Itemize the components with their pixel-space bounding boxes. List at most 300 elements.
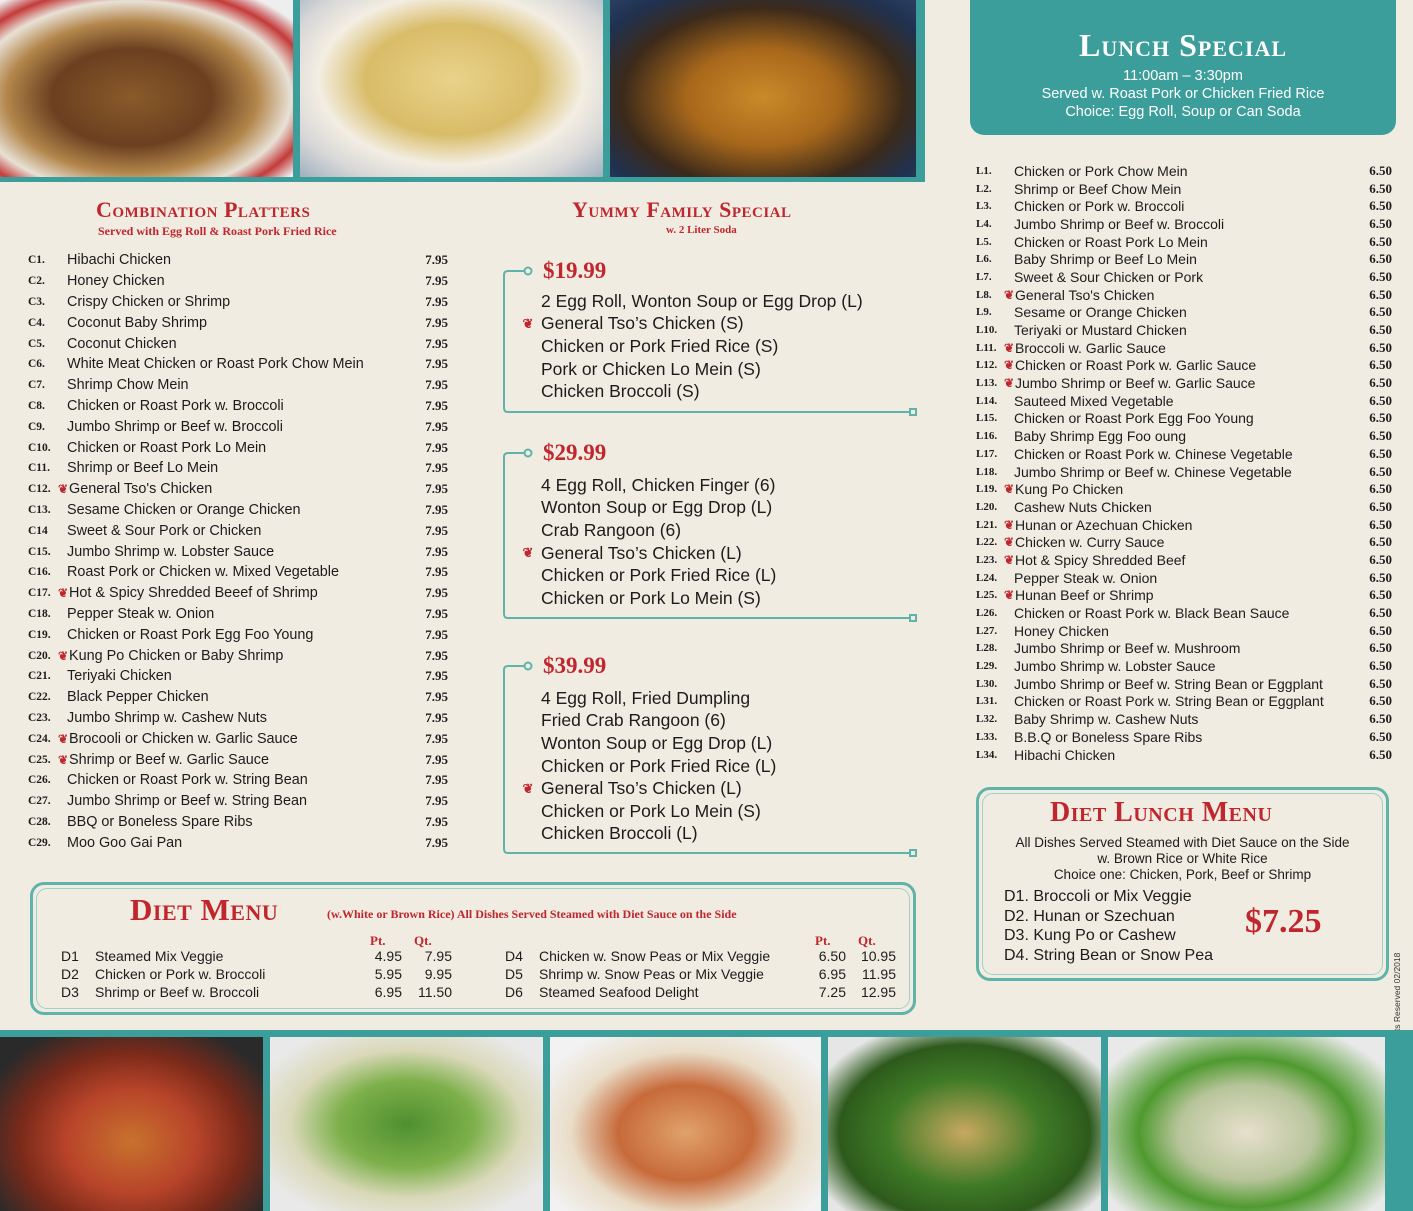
item-name: Chicken or Roast Pork Lo Mein [1014,233,1208,250]
item-code: L8. [976,288,992,301]
lunch-item [976,498,1392,516]
item-price: 6.50 [1369,233,1392,249]
item-code: L6. [976,253,992,266]
combination-item [28,500,448,521]
item-price: 6.50 [1369,569,1392,585]
item-code: L5. [976,235,992,248]
family-subtitle: w. 2 Liter Soda [666,224,737,236]
diet-item [61,984,452,1000]
item-code: C10. [28,441,51,454]
item-name: Jumbo Shrimp w. Lobster Sauce [1014,658,1216,675]
item-code: L3. [976,200,992,213]
item-name: Jumbo Shrimp w. Lobster Sauce [67,543,275,560]
item-code: L16. [976,430,998,443]
diet-qt-label-left: Qt. [414,933,432,948]
item-price: 6.50 [1369,498,1392,514]
chili-pepper-icon: ❦ [522,315,534,331]
item-name: Shrimp or Beef Lo Mein [67,460,219,477]
lunch-item [976,445,1392,463]
item-price: 6.50 [1369,481,1392,497]
item-name: Baby Shrimp or Beef Lo Mein [1014,251,1197,268]
diet-lunch-item: D2. Hunan or Szechuan [1004,907,1175,925]
item-code: L27. [976,624,998,637]
item-code: C21. [28,670,51,683]
item-name: Coconut Baby Shrimp [67,314,207,331]
diet-qt-price: 11.50 [418,984,452,1000]
item-name: Sesame or Orange Chicken [1014,304,1187,321]
item-price: 7.95 [425,709,448,725]
item-code: L30. [976,677,998,690]
diet-item [505,966,896,982]
diet-code: D4 [505,948,523,964]
diet-lunch-line2: w. Brown Rice or White Rice [1097,851,1268,866]
combination-item [28,749,448,770]
item-code: L4. [976,217,992,230]
item-price: 7.95 [425,543,448,559]
photo-fried-rice [300,0,603,177]
item-name: Chicken or Roast Pork Egg Foo Young [1014,410,1254,427]
family-items-2 [522,474,777,610]
item-code: C28. [28,815,51,828]
combination-item [28,645,448,666]
item-code: C11. [28,462,51,475]
family-item-text: Wonton Soup or Egg Drop (L) [541,497,773,518]
lunch-item [976,533,1392,551]
item-price: 6.50 [1369,463,1392,479]
family-item-text: Chicken Broccoli (S) [541,381,700,402]
diet-note: (w.White or Brown Rice) All Dishes Served Steamed with Diet Sauce on the Side [327,907,737,921]
combination-item [28,791,448,812]
combination-item [28,728,448,749]
item-price: 7.95 [425,481,448,497]
item-code: C13. [28,503,51,516]
chili-pepper-icon: ❦ [522,545,534,561]
item-name: Sweet & Sour Chicken or Pork [1014,268,1204,285]
item-price: 7.95 [425,564,448,580]
family-item [541,823,776,846]
item-price: 7.95 [425,813,448,829]
lunch-item [976,480,1392,498]
diet-name: Steamed Seafood Delight [539,984,699,1000]
combination-item [28,624,448,645]
item-name: Cashew Nuts Chicken [1014,498,1152,515]
chili-pepper-icon: ❦ [1004,358,1015,373]
combination-item [28,812,448,833]
item-price: 6.50 [1369,534,1392,550]
item-code: L32. [976,713,998,726]
combination-subtitle: Served with Egg Roll & Roast Pork Fried Rice [98,224,337,238]
family-item-text: 2 Egg Roll, Wonton Soup or Egg Drop (L) [541,290,863,311]
combination-item [28,687,448,708]
family-item [541,687,776,710]
item-price: 6.50 [1369,162,1392,178]
chili-pepper-icon: ❦ [1004,376,1015,391]
item-price: 6.50 [1369,339,1392,355]
family-item [541,587,776,610]
item-name: Hot & Spicy Shredded Beeef of Shrimp [69,585,318,602]
item-price: 7.95 [425,273,448,289]
lunch-item [976,250,1392,268]
item-name: Baby Shrimp w. Cashew Nuts [1014,711,1199,728]
lunch-hours: 11:00am – 3:30pm [1123,68,1243,84]
chili-pepper-icon: ❦ [1004,535,1015,550]
item-price: 7.95 [425,252,448,268]
item-price: 6.50 [1369,640,1392,656]
item-code: L20. [976,500,998,513]
item-name: Chicken or Roast Pork w. Garlic Sauce [1015,357,1257,374]
family-item-text: Pork or Chicken Lo Mein (S) [541,358,761,379]
combination-item [28,541,448,562]
item-name: Chicken or Pork Chow Mein [1014,162,1188,179]
diet-name: Steamed Mix Veggie [95,948,224,964]
item-name: Kung Po Chicken [1015,481,1124,498]
item-name: Hibachi Chicken [1014,746,1116,763]
item-code: C4. [28,316,45,329]
item-code: C18. [28,607,51,620]
item-name: Jumbo Shrimp or Beef w. Chinese Vegetable [1014,463,1292,480]
chili-pepper-icon: ❦ [58,731,69,746]
item-name: Chicken or Roast Pork Lo Mein [67,439,267,456]
chili-pepper-icon: ❦ [1004,340,1015,355]
combination-item [28,437,448,458]
chili-pepper-icon: ❦ [58,482,69,497]
combination-item [28,770,448,791]
lunch-item [976,374,1392,392]
family-item-text: Chicken or Pork Lo Mein (S) [541,800,761,821]
item-price: 7.95 [425,522,448,538]
family-item-text: 4 Egg Roll, Chicken Finger (6) [541,474,776,495]
item-code: L15. [976,412,998,425]
item-name: Jumbo Shrimp or Beef w. Broccoli [1014,215,1225,232]
item-price: 7.95 [425,418,448,434]
item-price: 6.50 [1369,746,1392,762]
combination-item [28,520,448,541]
diet-code: D6 [505,984,523,1000]
item-name: Chicken or Roast Pork w. Broccoli [67,397,284,414]
lunch-list [976,162,1392,763]
item-name: General Tso's Chicken [1015,286,1155,303]
item-code: C22. [28,691,51,704]
family-item [541,335,863,358]
diet-qt-price: 11.95 [862,966,896,982]
diet-qt-price: 12.95 [860,984,896,1000]
item-price: 6.50 [1369,675,1392,691]
photo-broccoli-chicken [828,1037,1101,1211]
item-price: 6.50 [1369,268,1392,284]
item-price: 7.95 [425,647,448,663]
item-price: 6.50 [1369,375,1392,391]
item-price: 7.95 [425,335,448,351]
diet-lunch-items [1004,888,1213,966]
item-name: Black Pepper Chicken [67,689,209,706]
lunch-item [976,516,1392,534]
item-price: 6.50 [1369,357,1392,373]
item-price: 7.95 [425,356,448,372]
item-code: C17. [28,587,51,600]
diet-pt-label-left: Pt. [370,933,386,948]
lunch-item [976,675,1392,693]
family-item [522,542,776,565]
item-name: Hot & Spicy Shredded Beef [1015,551,1186,568]
item-name: Brocooli or Chicken w. Garlic Sauce [69,730,298,747]
family-item [541,519,776,542]
lunch-item [976,215,1392,233]
family-price-2: $29.99 [543,440,607,465]
item-code: L12. [976,359,998,372]
diet-title: Diet Menu [130,892,279,927]
item-name: Hibachi Chicken [67,252,171,269]
item-code: C3. [28,295,45,308]
item-name: Jumbo Shrimp w. Cashew Nuts [67,709,267,726]
item-name: Chicken or Pork w. Broccoli [1014,198,1185,215]
item-price: 7.95 [425,585,448,601]
combination-item [28,312,448,333]
item-code: L1. [976,164,992,177]
item-name: Sesame Chicken or Orange Chicken [67,501,301,518]
item-price: 7.95 [425,689,448,705]
item-name: Shrimp or Beef w. Garlic Sauce [69,751,269,768]
item-code: L26. [976,607,998,620]
item-name: Kung Po Chicken or Baby Shrimp [69,647,284,664]
item-price: 6.50 [1369,551,1392,567]
item-price: 7.95 [425,293,448,309]
family-items-3 [522,687,777,845]
item-name: Sweet & Sour Pork or Chicken [67,522,262,539]
item-price: 7.95 [425,793,448,809]
diet-name: Shrimp w. Snow Peas or Mix Veggie [539,966,764,982]
item-code: C16. [28,566,51,579]
diet-pt-price: 6.95 [374,984,402,1000]
item-code: C25. [28,753,51,766]
diet-code: D5 [505,966,523,982]
lunch-item [976,640,1392,658]
diet-lunch-line1: All Dishes Served Steamed with Diet Sauce on the Side [1015,835,1350,850]
diet-pt-price: 6.95 [818,966,846,982]
family-item-text: General Tso’s Chicken (L) [541,542,742,563]
lunch-served-with: Served w. Roast Pork or Chicken Fried Rice [1041,86,1325,102]
lunch-item [976,622,1392,640]
combination-item [28,708,448,729]
chili-pepper-icon: ❦ [522,780,534,796]
item-name: Jumbo Shrimp or Beef w. Garlic Sauce [1015,375,1256,392]
photo-mixed-vegetable [270,1037,543,1211]
diet-pt-price: 7.25 [818,984,846,1000]
diet-code: D3 [61,984,79,1000]
diet-code: D1 [61,948,79,964]
item-code: L11. [976,341,997,354]
item-name: Coconut Chicken [67,335,177,352]
photo-kung-po [0,1037,263,1211]
item-price: 7.95 [425,377,448,393]
diet-qt-price: 7.95 [424,948,452,964]
item-code: L9. [976,306,992,319]
family-item [541,564,776,587]
item-code: L13. [976,377,998,390]
item-code: C1. [28,254,45,267]
item-code: C24. [28,732,51,745]
item-name: Teriyaki or Mustard Chicken [1014,322,1187,339]
item-code: C15. [28,545,51,558]
item-code: L7. [976,270,992,283]
chili-pepper-icon: ❦ [1004,588,1015,603]
diet-code: D2 [61,966,79,982]
item-code: L14. [976,394,998,407]
family-item-text: Chicken or Pork Fried Rice (S) [541,335,779,356]
item-name: Crispy Chicken or Shrimp [67,293,231,310]
item-price: 6.50 [1369,251,1392,267]
item-price: 6.50 [1369,516,1392,532]
family-title: Yummy Family Special [572,197,792,222]
photo-chow-fun [0,0,293,177]
lunch-item [976,693,1392,711]
item-name: Teriyaki Chicken [67,668,172,685]
combination-item [28,832,448,853]
item-name: Hunan Beef or Shrimp [1015,587,1154,604]
item-name: Jumbo Shrimp or Beef w. String Bean [67,793,307,810]
chili-pepper-icon: ❦ [58,752,69,767]
item-price: 6.50 [1369,286,1392,302]
diet-pt-label-right: Pt. [815,933,831,948]
item-price: 6.50 [1369,622,1392,638]
combination-item [28,292,448,313]
family-item [541,380,863,403]
item-price: 7.95 [425,397,448,413]
item-code: L24. [976,571,998,584]
item-code: L21. [976,518,998,531]
diet-qt-price: 9.95 [424,966,452,982]
diet-item [505,948,896,964]
item-name: Chicken or Roast Pork w. String Bean [67,772,308,789]
family-item [522,777,776,800]
item-name: Roast Pork or Chicken w. Mixed Vegetable [67,564,339,581]
item-price: 6.50 [1369,711,1392,727]
item-code: C23. [28,711,51,724]
item-name: Moo Goo Gai Pan [67,834,183,851]
diet-item [61,966,452,982]
diet-lunch-item: D3. Kung Po or Cashew [1004,927,1176,944]
family-item [541,497,776,520]
item-price: 6.50 [1369,392,1392,408]
item-name: Chicken w. Curry Sauce [1015,534,1165,551]
item-code: L19. [976,483,998,496]
item-price: 6.50 [1369,428,1392,444]
lunch-item [976,427,1392,445]
item-price: 6.50 [1369,587,1392,603]
item-code: C14 [28,524,48,537]
lunch-item [976,728,1392,746]
lunch-item [976,321,1392,339]
family-item-text: General Tso’s Chicken (L) [541,778,742,799]
family-item-text: Chicken or Pork Fried Rice (L) [541,755,777,776]
item-code: L31. [976,695,998,708]
item-code: C7. [28,379,45,392]
family-item-text: Chicken or Pork Fried Rice (L) [541,565,777,586]
chili-pepper-icon: ❦ [1004,287,1015,302]
combination-item [28,458,448,479]
diet-name: Chicken or Pork w. Broccoli [95,966,266,982]
lunch-item [976,587,1392,605]
diet-item [61,948,452,964]
chili-pepper-icon: ❦ [1004,552,1015,567]
diet-pt-price: 4.95 [374,948,402,964]
combination-item [28,271,448,292]
item-code: L18. [976,465,998,478]
top-photo-strip [0,0,925,182]
family-item-text: General Tso’s Chicken (S) [541,313,744,334]
lunch-item [976,392,1392,410]
family-item-text: Wonton Soup or Egg Drop (L) [541,732,773,753]
item-price: 6.50 [1369,410,1392,426]
item-code: C26. [28,774,51,787]
item-code: L23. [976,553,998,566]
family-item-text: Crab Rangoon (6) [541,519,682,540]
item-price: 6.50 [1369,728,1392,744]
item-code: C20. [28,649,51,662]
combination-item [28,583,448,604]
item-code: C5. [28,337,45,350]
item-name: Chicken or Roast Pork Egg Foo Young [67,626,314,643]
diet-name: Chicken w. Snow Peas or Mix Veggie [539,948,771,964]
lunch-item [976,197,1392,215]
item-name: Honey Chicken [67,273,165,290]
combination-item [28,375,448,396]
lunch-item [976,746,1392,764]
lunch-item [976,233,1392,251]
family-item-text: Chicken Broccoli (L) [541,823,698,844]
item-name: Shrimp Chow Mein [67,377,189,394]
item-code: L22. [976,536,998,549]
photo-egg-foo-young [610,0,916,177]
combination-item [28,479,448,500]
lunch-item [976,710,1392,728]
combination-title: Combination Platters [96,197,311,222]
item-name: Honey Chicken [1014,622,1109,639]
item-code: C29. [28,836,51,849]
item-code: C12. [28,483,51,496]
item-name: Hunan or Azechuan Chicken [1015,516,1193,533]
chili-pepper-icon: ❦ [58,586,69,601]
item-price: 7.95 [425,772,448,788]
item-price: 6.50 [1369,605,1392,621]
item-price: 6.50 [1369,693,1392,709]
item-price: 7.95 [425,730,448,746]
family-price-3: $39.99 [543,653,607,678]
item-price: 6.50 [1369,658,1392,674]
lunch-item [976,569,1392,587]
combination-item [28,416,448,437]
item-price: 7.95 [425,834,448,850]
family-item [541,358,863,381]
item-name: Jumbo Shrimp or Beef w. String Bean or Eggplant [1014,675,1323,692]
item-price: 7.95 [425,439,448,455]
diet-lunch-title: Diet Lunch Menu [1050,797,1273,828]
lunch-item [976,551,1392,569]
item-code: L33. [976,730,998,743]
lunch-item [976,180,1392,198]
diet-lunch-price: $7.25 [1245,903,1322,940]
item-code: L2. [976,182,992,195]
item-code: L28. [976,642,998,655]
diet-item [505,984,896,1000]
item-price: 7.95 [425,605,448,621]
lunch-item [976,357,1392,375]
item-name: White Meat Chicken or Roast Pork Chow Mein [67,356,364,373]
family-item-text: Chicken or Pork Lo Mein (S) [541,587,761,608]
lunch-item [976,268,1392,286]
item-price: 7.95 [425,460,448,476]
combination-item [28,250,448,271]
item-code: C9. [28,420,45,433]
